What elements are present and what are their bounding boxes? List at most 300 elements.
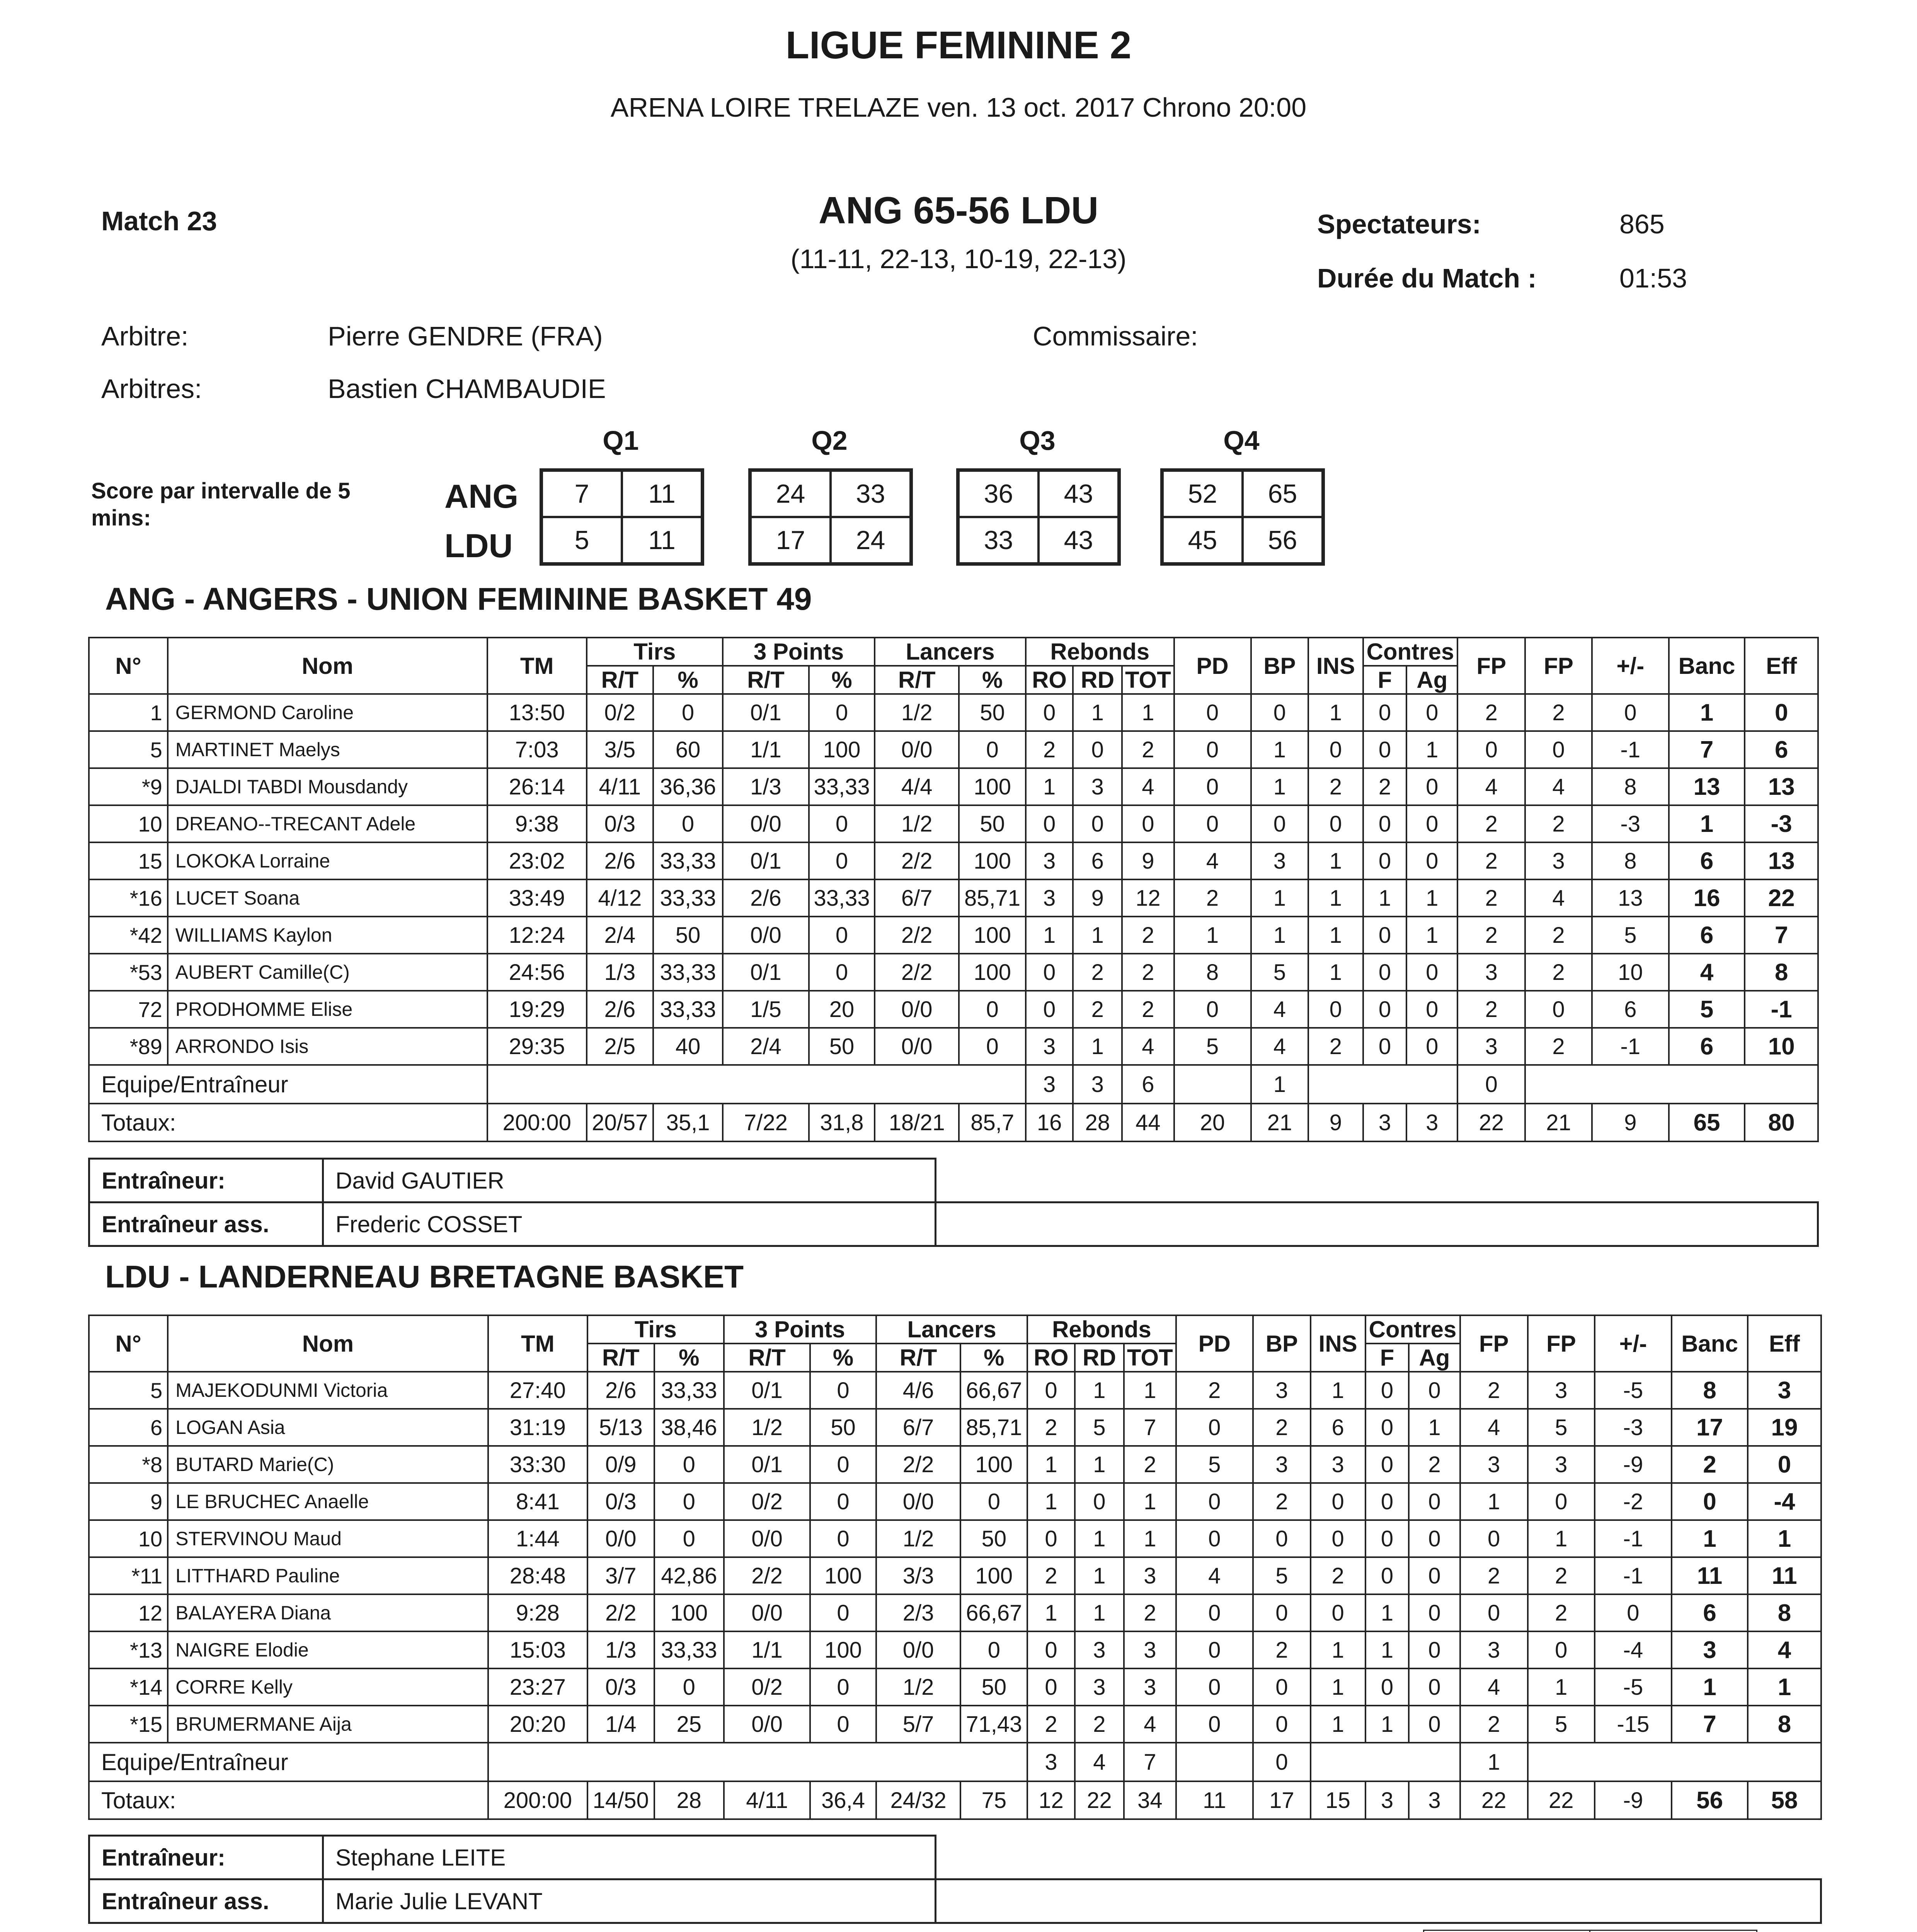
t2-cell: 3 [1460,1446,1528,1483]
t2-cell: 1 [1748,1520,1821,1557]
t2-total-cell: 3 [1409,1781,1460,1819]
t2-col-l-rt: R/T [876,1344,961,1372]
t2-player-row [89,1668,1821,1706]
t1-cell: 0/0 [875,731,959,768]
t2-cell: 0 [1672,1483,1748,1520]
t1-cell: 4 [1122,1028,1174,1065]
t1-cell: 1 [1251,879,1309,917]
t2-cell: 33,33 [654,1631,724,1668]
t2-total-cell: 56 [1672,1781,1748,1819]
t1-cell: 0 [1174,805,1251,842]
t1-cell: 0 [1406,954,1457,991]
t1-cell: 1 [1406,879,1457,917]
t2-player-row [89,1520,1821,1557]
t1-col-bp: BP [1251,638,1309,694]
t1-col-rd: RD [1073,666,1122,694]
t2-cell: 66,67 [960,1594,1027,1631]
t2-cell: *13 [89,1631,168,1668]
t1-total-cell: 3 [1406,1104,1457,1141]
t1-cell: 0 [809,805,875,842]
t1-cell: 6 [1073,842,1122,879]
t2-cell: *14 [89,1668,168,1706]
commissioner-label: Commissaire: [1033,321,1198,351]
t1-cell: 100 [959,768,1026,805]
t1-cell: 1 [1251,768,1309,805]
t1-cell: 2 [1457,842,1525,879]
game-head-ang [1424,1930,1590,1932]
t2-cell: 0/1 [724,1372,810,1409]
t2-cell: 0/0 [587,1520,654,1557]
t2-cell: 1 [1075,1557,1124,1594]
team1-asst: Frederic COSSET [323,1202,936,1246]
t1-cell: 0 [809,917,875,954]
t1-cell: 6 [1669,1028,1745,1065]
t2-cell: 1 [1365,1631,1409,1668]
q4-ldu-b: 56 [1243,517,1323,563]
t1-player-row [89,842,1818,879]
t2-cell: 100 [810,1631,876,1668]
q3-ldu-b: 43 [1039,517,1119,563]
t2-total-cell: 14/50 [587,1781,654,1819]
t1-col-f: F [1363,666,1407,694]
t1-cell: 0 [1363,991,1407,1028]
t2-cell: 100 [960,1446,1027,1483]
t2-cell: 0/0 [876,1483,961,1520]
t1-total-cell: 20 [1174,1104,1251,1141]
t1-cell: 2 [1457,879,1525,917]
t2-cell: -4 [1595,1631,1672,1668]
t1-cell: 0 [653,805,723,842]
t2-cell: 0 [1027,1372,1074,1409]
t2-cell: 1 [1311,1631,1365,1668]
t1-total-cell: 44 [1122,1104,1174,1141]
t1-col-l-pct: % [959,666,1026,694]
t2-cell: 0 [1365,1557,1409,1594]
t1-cell: 1 [1122,694,1174,731]
t2-total-cell: 22 [1075,1781,1124,1819]
t1-cell: 9 [1122,842,1174,879]
t1-cell: 100 [959,954,1026,991]
t2-cell: 2 [1176,1372,1253,1409]
t1-col-tirs: Tirs [587,638,723,666]
q1-ang-a: 7 [542,471,622,517]
t2-cell: 5 [1528,1409,1595,1446]
team1-asst-label: Entraîneur ass. [89,1202,323,1246]
t1-cell: 1 [1308,842,1363,879]
t2-cell: 3 [1460,1631,1528,1668]
t1-cell: 13 [1745,768,1818,805]
t2-cell: 8:41 [488,1483,587,1520]
q3-header: Q3 [1019,425,1056,456]
t2-cell: 1 [1075,1372,1124,1409]
t1-cell: 50 [959,694,1026,731]
t2-cell: 0/0 [724,1706,810,1743]
t2-cell: 3/7 [587,1557,654,1594]
q2-ang-a: 24 [751,471,831,517]
t2-team-fp: 1 [1460,1743,1528,1781]
t2-cell: 0/2 [724,1668,810,1706]
t1-cell: 0/1 [723,694,809,731]
t2-cell: 0 [1176,1483,1253,1520]
t1-cell: 26:14 [487,768,587,805]
t1-cell: 0/2 [587,694,654,731]
t2-cell: LOGAN Asia [168,1409,488,1446]
t2-cell: 100 [810,1557,876,1594]
t2-col-l-pct: % [960,1344,1027,1372]
t2-cell: LE BRUCHEC Anaelle [168,1483,488,1520]
t2-cell: 0 [1253,1520,1311,1557]
team2-asst: Marie Julie LEVANT [323,1879,936,1923]
t1-cell: 33,33 [809,768,875,805]
t2-team-ro: 3 [1027,1743,1074,1781]
t1-cell: 3/5 [587,731,654,768]
t2-team-row [89,1743,1821,1781]
t2-cell: 11 [1748,1557,1821,1594]
t1-cell: 0/3 [587,805,654,842]
t2-cell: 0 [1176,1409,1253,1446]
t2-col-nom: Nom [168,1315,488,1372]
t1-cell: 0 [1525,731,1592,768]
t2-cell: 1 [1672,1520,1748,1557]
t1-cell: -1 [1592,1028,1669,1065]
t1-cell: 8 [1745,954,1818,991]
team2-coach-label: Entraîneur: [89,1836,323,1879]
t1-cell: 1 [1406,917,1457,954]
game-stats-table [1126,1930,1757,1932]
t2-cell: 31:19 [488,1409,587,1446]
t1-cell: 1/3 [723,768,809,805]
t1-col-rebonds: Rebonds [1026,638,1174,666]
t1-cell: 16 [1669,879,1745,917]
t2-cell: 0 [1409,1706,1460,1743]
t2-cell: 0 [1748,1446,1821,1483]
t1-cell: 0 [1174,768,1251,805]
t1-cell: AUBERT Camille(C) [168,954,487,991]
t2-total-cell: 22 [1528,1781,1595,1819]
t1-cell: 1 [1073,694,1122,731]
t2-total-cell: 12 [1027,1781,1074,1819]
t2-cell: 0 [1365,1446,1409,1483]
t1-cell: 13:50 [487,694,587,731]
t2-cell: 0/9 [587,1446,654,1483]
t1-cell: 1 [89,694,168,731]
t2-cell: 0 [1027,1668,1074,1706]
t1-cell: 1/5 [723,991,809,1028]
t2-cell: 1 [1528,1520,1595,1557]
t2-cell: 100 [960,1557,1027,1594]
t1-cell: 60 [653,731,723,768]
t2-cell: 0 [1253,1594,1311,1631]
t1-cell: 3 [1026,879,1073,917]
duration-value: 01:53 [1619,263,1687,293]
t2-cell: 8 [1748,1706,1821,1743]
t2-cell: *11 [89,1557,168,1594]
t2-cell: 38,46 [654,1409,724,1446]
t2-col-3pts: 3 Points [724,1315,876,1344]
t2-col-tirs: Tirs [587,1315,724,1344]
t1-cell: 0 [653,694,723,731]
t2-cell: 1 [1528,1668,1595,1706]
interval-team-ldu: LDU [444,527,513,565]
t2-cell: 0 [810,1520,876,1557]
t1-cell: 0 [1363,842,1407,879]
t2-cell: -5 [1595,1372,1672,1409]
t2-col-3-rt: R/T [724,1344,810,1372]
t2-col-tot: TOT [1124,1344,1176,1372]
q4-ang-b: 65 [1243,471,1323,517]
t1-col-tm: TM [487,638,587,694]
t2-cell: 0 [1409,1668,1460,1706]
t1-total-cell: 21 [1251,1104,1309,1141]
t2-col-no: N° [89,1315,168,1372]
t2-cell: 15:03 [488,1631,587,1668]
t2-cell: 2/6 [587,1372,654,1409]
t1-total-cell: 18/21 [875,1104,959,1141]
t2-cell: 5 [1075,1409,1124,1446]
t1-cell: 2 [1457,917,1525,954]
t1-cell: 3 [1026,1028,1073,1065]
t2-cell: 0/3 [587,1668,654,1706]
t2-cell: -4 [1748,1483,1821,1520]
t1-cell: 0 [1308,991,1363,1028]
t2-cell: 2 [1253,1483,1311,1520]
t1-cell: 0 [1745,694,1818,731]
t1-cell: 2/5 [587,1028,654,1065]
t1-total-cell: 9 [1308,1104,1363,1141]
t2-cell: 1 [1124,1372,1176,1409]
t2-cell: 50 [810,1409,876,1446]
t2-cell: *15 [89,1706,168,1743]
t1-team-ro: 3 [1026,1065,1073,1104]
t1-col-tirs-rt: R/T [587,666,654,694]
t1-cell: 5 [1174,1028,1251,1065]
t2-cell: 0 [1311,1483,1365,1520]
t2-cell: 2 [1027,1409,1074,1446]
t2-cell: 0 [1176,1520,1253,1557]
t1-cell: 2/6 [587,991,654,1028]
t2-cell: BRUMERMANE Aija [168,1706,488,1743]
t1-cell: MARTINET Maelys [168,731,487,768]
t2-cell: 0 [1253,1706,1311,1743]
t2-cell: 2 [1124,1446,1176,1483]
t1-cell: 0 [1363,1028,1407,1065]
t1-cell: 0 [1251,694,1309,731]
t2-cell: 33,33 [654,1372,724,1409]
t2-cell: 0 [1027,1631,1074,1668]
t1-cell: -3 [1592,805,1669,842]
t2-cell: 8 [1672,1372,1748,1409]
t1-cell: 0 [1363,694,1407,731]
t1-col-pd: PD [1174,638,1251,694]
t1-cell: 10 [1745,1028,1818,1065]
t2-cell: 8 [1748,1594,1821,1631]
t1-cell: 9:38 [487,805,587,842]
t1-cell: 1 [1669,805,1745,842]
t2-team-label: Equipe/Entraîneur [89,1743,488,1781]
t1-cell: 0 [1406,805,1457,842]
t1-cell: 4/12 [587,879,654,917]
t2-cell: 0 [1460,1520,1528,1557]
t1-cell: 8 [1592,768,1669,805]
t2-cell: 0 [1365,1372,1409,1409]
t2-cell: 4 [1460,1668,1528,1706]
t1-cell: 33:49 [487,879,587,917]
t2-cell: 0 [1253,1668,1311,1706]
t2-cell: 9:28 [488,1594,587,1631]
t2-cell: -9 [1595,1446,1672,1483]
t1-cell: 33,33 [653,991,723,1028]
t2-cell: 3 [1311,1446,1365,1483]
t2-cell: 2/2 [587,1594,654,1631]
t1-total-cell: 200:00 [487,1104,587,1141]
t1-cell: 4 [1251,991,1309,1028]
t1-cell: 33,33 [653,879,723,917]
t1-cell: 1 [1308,917,1363,954]
q3-ang-b: 43 [1039,471,1119,517]
team1-title: ANG - ANGERS - UNION FEMININE BASKET 49 [105,582,812,617]
t2-cell: 3 [1124,1668,1176,1706]
t1-cell: 8 [1174,954,1251,991]
t2-col-fp1: FP [1460,1315,1528,1372]
t2-cell: 0 [810,1446,876,1483]
t2-cell: 1 [1027,1446,1074,1483]
t2-cell: 0 [654,1483,724,1520]
t2-cell: 0 [810,1372,876,1409]
t2-cell: 2 [1075,1706,1124,1743]
t1-cell: 0 [959,991,1026,1028]
t2-team-tot: 7 [1124,1743,1176,1781]
team2-coaches [88,1835,1822,1924]
t1-cell: 100 [809,731,875,768]
t2-cell: 0 [1528,1483,1595,1520]
t1-cell: 0 [1406,1028,1457,1065]
team1-coaches [88,1158,1819,1247]
t1-cell: 0/1 [723,842,809,879]
t2-cell: 1 [1409,1409,1460,1446]
q2-ang-b: 33 [831,471,911,517]
t2-total-cell: -9 [1595,1781,1672,1819]
t2-player-row [89,1483,1821,1520]
t2-col-banc: Banc [1672,1315,1748,1372]
t2-cell: 4 [1748,1631,1821,1668]
t2-cell: 5/13 [587,1409,654,1446]
t1-cell: 1 [1308,954,1363,991]
t1-cell: 5 [1592,917,1669,954]
t2-player-row [89,1372,1821,1409]
t2-col-ro: RO [1027,1344,1074,1372]
t1-cell: 4 [1525,879,1592,917]
t2-cell: 1 [1075,1594,1124,1631]
spectators-value: 865 [1619,209,1665,239]
t1-cell: 2 [1457,805,1525,842]
t1-cell: 1/1 [723,731,809,768]
t1-cell: 3 [1251,842,1309,879]
t1-cell: 33,33 [809,879,875,917]
t2-cell: 5/7 [876,1706,961,1743]
t2-col-tm: TM [488,1315,587,1372]
t2-cell: 0 [810,1483,876,1520]
t2-cell: 0 [1176,1706,1253,1743]
t1-col-lancers: Lancers [875,638,1026,666]
t2-cell: 1 [1748,1668,1821,1706]
t1-cell: 20 [809,991,875,1028]
t1-cell: 2 [1122,954,1174,991]
t1-cell: 29:35 [487,1028,587,1065]
team2-boxscore [88,1315,1822,1820]
t2-col-ins: INS [1311,1315,1365,1372]
t2-cell: 25 [654,1706,724,1743]
t1-cell: 2/2 [875,954,959,991]
referees-label: Arbitres: [101,374,202,404]
t2-cell: 0 [1176,1594,1253,1631]
t2-total-cell: 36,4 [810,1781,876,1819]
t2-col-pm: +/- [1595,1315,1672,1372]
t2-cell: 0 [1595,1594,1672,1631]
t1-player-row [89,731,1818,768]
t1-cell: 4 [1174,842,1251,879]
t1-cell: 0 [1457,731,1525,768]
q1-box [540,468,704,566]
t1-cell: 1 [1026,768,1073,805]
t1-col-fp1: FP [1457,638,1525,694]
t2-cell: 2 [1409,1446,1460,1483]
t2-cell: 1:44 [488,1520,587,1557]
t2-cell: 2/2 [724,1557,810,1594]
t2-cell: 0 [1409,1557,1460,1594]
t1-cell: DREANO--TRECANT Adele [168,805,487,842]
t1-col-pm: +/- [1592,638,1669,694]
t2-col-3-pct: % [810,1344,876,1372]
t2-cell: 0 [1460,1594,1528,1631]
t1-player-row [89,768,1818,805]
t1-cell: -1 [1592,731,1669,768]
t2-cell: 1 [1672,1668,1748,1706]
t1-cell: 24:56 [487,954,587,991]
t2-team-bp: 0 [1253,1743,1311,1781]
t1-total-cell: 7/22 [723,1104,809,1141]
t1-total-cell: 20/57 [587,1104,654,1141]
q3-box [956,468,1121,566]
t1-cell: 100 [959,842,1026,879]
t1-cell: 0 [1026,694,1073,731]
t2-cell: 2/3 [876,1594,961,1631]
t2-cell: 50 [960,1668,1027,1706]
t2-player-row [89,1706,1821,1743]
q4-ang-a: 52 [1163,471,1243,517]
t1-cell: 50 [653,917,723,954]
t1-cell: 0 [1363,805,1407,842]
t1-cell: 1 [1073,1028,1122,1065]
t1-cell: 0 [1363,917,1407,954]
t1-cell: 4/4 [875,768,959,805]
t2-col-lancers: Lancers [876,1315,1028,1344]
t1-cell: 0 [1406,991,1457,1028]
t2-cell: MAJEKODUNMI Victoria [168,1372,488,1409]
t1-cell: 4/11 [587,768,654,805]
t1-cell: 0 [1073,731,1122,768]
t1-cell: 19:29 [487,991,587,1028]
t2-cell: 2 [1528,1557,1595,1594]
t1-cell: 0 [1308,731,1363,768]
t2-col-rebonds: Rebonds [1027,1315,1176,1344]
t2-total-cell: 11 [1176,1781,1253,1819]
t1-cell: 5 [1251,954,1309,991]
t1-cell: 6 [1592,991,1669,1028]
t2-cell: 0/1 [724,1446,810,1483]
t2-cell: 0 [1409,1483,1460,1520]
t2-total-cell: 3 [1365,1781,1409,1819]
t2-cell: 0 [810,1668,876,1706]
